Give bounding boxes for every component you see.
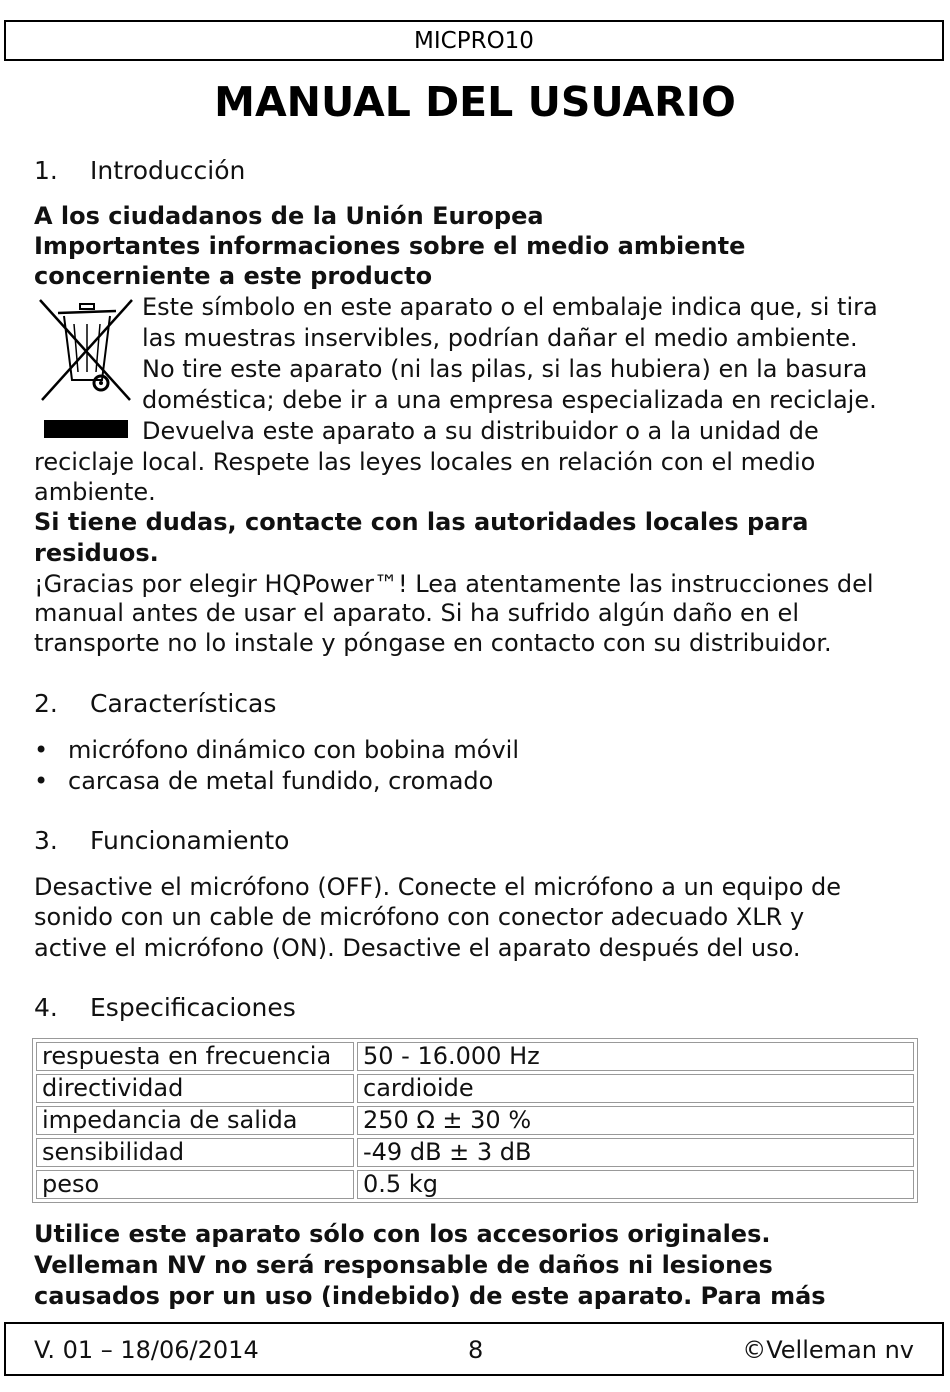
intro-thanks-line: transporte no lo instale y póngase en contacto con su distribuidor. [34, 629, 832, 657]
closing-line: Utilice este aparato sólo con los accesorios originales. [34, 1220, 771, 1248]
intro-body-line: Este símbolo en este aparato o el embalaje indica que, si tira [142, 293, 878, 321]
table-row [36, 1170, 914, 1199]
closing-nv: NV [166, 1251, 206, 1279]
spec-value: cardioide [357, 1074, 914, 1103]
bullet-icon: • [34, 767, 49, 795]
intro-body-line: No tire este aparato (ni las pilas, si las hubiera) en la basura [142, 355, 868, 383]
intro-heading-line: Importantes informaciones sobre el medio ambiente [34, 232, 746, 260]
intro-bold-line: Si tiene dudas, contacte con las autoridades locales para [34, 508, 809, 536]
spec-value: -49 dB ± 3 dB [357, 1138, 914, 1167]
bullet-icon: • [34, 736, 49, 764]
section-heading-3 [34, 826, 289, 856]
footer-box [4, 1322, 944, 1376]
section-title: Características [90, 689, 277, 718]
table-row [36, 1074, 914, 1103]
spec-value: 0.5 kg [357, 1170, 914, 1199]
feature-text: carcasa de metal fundido, cromado [68, 767, 494, 795]
feature-text: micrófono dinámico con bobina móvil [68, 736, 519, 764]
closing-elleman: elleman [51, 1251, 167, 1279]
closing-v: V [34, 1251, 52, 1279]
spec-value: 50 - 16.000 Hz [357, 1042, 914, 1071]
intro-body-line: doméstica; debe ir a una empresa especializada en reciclaje. [142, 386, 877, 414]
closing-line: causados por un uso (indebido) de este aparato. Para más [34, 1282, 826, 1310]
section-heading-2 [34, 689, 276, 719]
intro-heading-line: A los ciudadanos de la Unión Europea [34, 202, 544, 230]
intro-thanks-line: manual antes de usar el aparato. Si ha sufrido algún daño en el [34, 599, 799, 627]
header-box [4, 20, 944, 61]
table-row [36, 1042, 914, 1071]
closing-line [34, 1250, 773, 1280]
header-model: MICPRO10 [414, 27, 534, 54]
operation-line: Desactive el micrófono (OFF). Conecte el micrófono a un equipo de [34, 873, 842, 901]
section-number: 1. [34, 156, 58, 185]
spec-key: peso [36, 1170, 354, 1199]
footer-page-number: 8 [468, 1336, 484, 1364]
spec-key: respuesta en frecuencia [36, 1042, 354, 1071]
section-heading-1 [34, 156, 245, 186]
footer-copyright: ©Velleman nv [742, 1336, 914, 1364]
feature-item [34, 735, 519, 765]
intro-heading-line: concerniente a este producto [34, 262, 433, 290]
spec-table [32, 1038, 918, 1203]
intro-body-line: reciclaje local. Respete las leyes locales en relación con el medio [34, 448, 816, 476]
spec-key: directividad [36, 1074, 354, 1103]
intro-body-line: Devuelva este aparato a su distribuidor o a la unidad de [142, 417, 819, 445]
footer-version: V. 01 – 18/06/2014 [34, 1336, 259, 1364]
spec-key: impedancia de salida [36, 1106, 354, 1135]
operation-line: sonido con un cable de micrófono con conector adecuado XLR y [34, 903, 805, 931]
section-title: Introducción [90, 156, 246, 185]
table-row [36, 1106, 914, 1135]
spec-key: sensibilidad [36, 1138, 354, 1167]
section-title: Especificaciones [90, 993, 296, 1022]
weee-bin-icon [38, 296, 134, 404]
intro-bold-line: residuos. [34, 539, 159, 567]
spec-value: 250 Ω ± 30 % [357, 1106, 914, 1135]
intro-thanks-line: ¡Gracias por elegir HQPower™! Lea atentamente las instrucciones del [34, 570, 874, 598]
section-number: 3. [34, 826, 58, 855]
intro-body-line: ambiente. [34, 478, 156, 506]
weee-bar-icon [44, 420, 128, 438]
intro-body-line: las muestras inservibles, podrían dañar el medio ambiente. [142, 324, 858, 352]
closing-rest: no será responsable de daños ni lesiones [205, 1251, 773, 1279]
page-title: MANUAL DEL USUARIO [214, 78, 736, 126]
section-heading-4 [34, 993, 296, 1023]
operation-line: active el micrófono (ON). Desactive el aparato después del uso. [34, 934, 801, 962]
section-number: 2. [34, 689, 58, 718]
section-title: Funcionamiento [90, 826, 290, 855]
section-number: 4. [34, 993, 58, 1022]
feature-item [34, 766, 493, 796]
table-row [36, 1138, 914, 1167]
